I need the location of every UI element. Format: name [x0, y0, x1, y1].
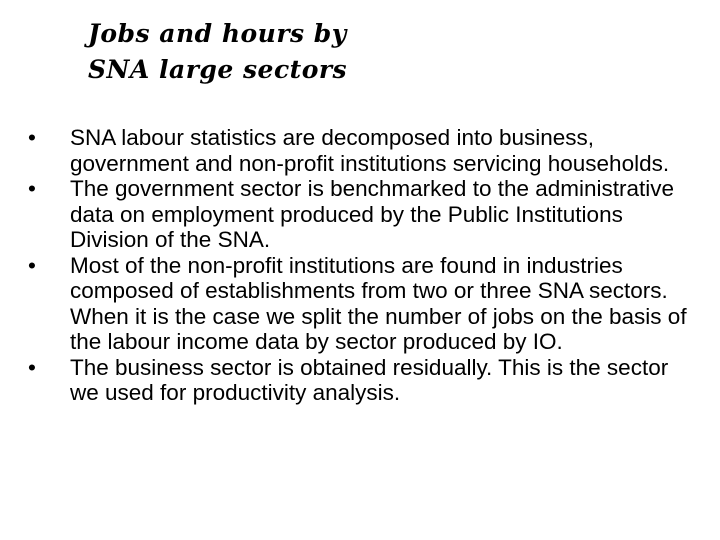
- slide-title-line-1: Jobs and hours by: [88, 19, 347, 48]
- bullet-icon: •: [28, 125, 36, 150]
- bullet-item-2: [24, 176, 692, 253]
- bullet-item-1: [24, 125, 692, 176]
- bullet-icon: •: [28, 252, 36, 278]
- slide-title: [88, 16, 347, 88]
- bullet-text-2: The government sector is benchmarked to the administrative data on employment produced by the Public Institutions Division of the SNA.: [70, 176, 675, 252]
- bullet-list: [24, 125, 692, 406]
- bullet-icon: •: [28, 354, 36, 380]
- bullet-text-4: The business sector is obtained residually. This is the sector we used for productivity analysis.: [70, 354, 669, 405]
- bullet-text-1: SNA labour statistics are decomposed into business, government and non-profit institutions servicing households.: [70, 125, 670, 176]
- bullet-item-4: [24, 355, 692, 406]
- bullet-icon: •: [28, 176, 36, 201]
- bullet-text-3: Most of the non-profit institutions are found in industries composed of establishments from two or three SNA sectors. When it is the case we split the number of jobs on the basis of the labour income data by sector produced by IO.: [70, 252, 687, 354]
- bullet-item-3: [24, 253, 692, 355]
- slide-title-line-2: SNA large sectors: [88, 55, 348, 84]
